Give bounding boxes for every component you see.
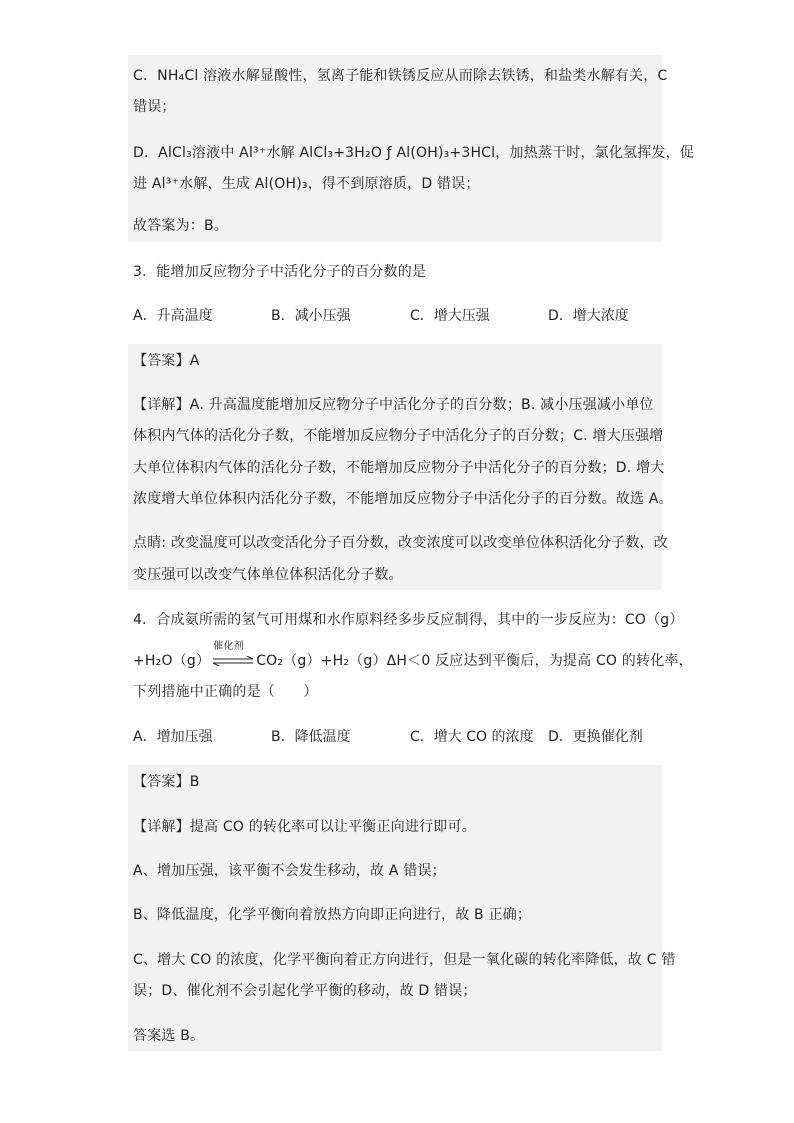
q3-option-a: A．升高温度	[133, 308, 213, 324]
q4-option-c: C．增大 CO 的浓度	[410, 729, 534, 745]
question-4-stem-line2	[133, 641, 693, 671]
catalyst-label: 催化剂	[213, 641, 244, 652]
equilibrium-arrow	[211, 641, 255, 668]
q3-tip-line1: 点睛: 改变温度可以改变活化分子百分数，改变浓度可以改变单位体积活化分子数，改	[133, 535, 668, 551]
reversible-arrow-icon	[211, 656, 255, 666]
q3-option-d: D．增大浓度	[548, 308, 629, 324]
q3-detail-line3: 大单位体积内气体的活化分子数，不能增加反应物分子中活化分子的百分数；D. 增大	[133, 460, 665, 476]
q4-explain-cd-line2: 误；D、催化剂不会引起化学平衡的移动，故 D 错误；	[133, 983, 477, 999]
q3-option-c: C．增大压强	[410, 308, 490, 324]
final-answer-text: 故答案为：B。	[133, 218, 229, 234]
question-4-stem-line1: 4．合成氨所需的氢气可用煤和水作原料经多步反应制得，其中的一步反应为：CO（g）	[133, 612, 684, 628]
q4-explain-cd-line1: C、增大 CO 的浓度，化学平衡向着正方向进行，但是一氧化碳的转化率降低，故 C 错	[133, 952, 676, 968]
q3-tip-line2: 变压强可以改变气体单位体积活化分子数。	[133, 567, 403, 583]
q3-answer: 【答案】A	[133, 353, 200, 369]
q4-answer: 【答案】B	[133, 774, 200, 790]
q3-detail-line1: 【详解】A. 升高温度能增加反应物分子中活化分子的百分数；B. 减小压强减小单位	[133, 397, 654, 413]
option-d-explanation-line2: 进 Al³⁺水解，生成 Al(OH)₃，得不到原溶质，D 错误；	[133, 176, 480, 192]
question-4-stem-line3: 下列措施中正确的是（ ）	[133, 684, 318, 700]
q4-final-answer: 答案选 B。	[133, 1028, 205, 1044]
option-c-explanation-line1: C．NH₄Cl 溶液水解显酸性，氢离子能和铁锈反应从而除去铁锈，和盐类水解有关，C	[133, 68, 668, 84]
option-c-explanation-line2: 错误；	[133, 99, 176, 115]
q4-detail: 【详解】提高 CO 的转化率可以让平衡正向进行即可。	[133, 819, 476, 835]
equation-products: CO₂（g）+H₂（g）ΔH＜0 反应达到平衡后，为提高 CO 的转化率，	[256, 653, 693, 669]
equation-reactants: +H₂O（g）	[133, 653, 211, 669]
q4-explain-a: A、增加压强，该平衡不会发生移动，故 A 错误；	[133, 863, 446, 879]
option-d-explanation-line1: D．AlCl₃溶液中 Al³⁺水解 AlCl₃+3H₂O ƒ Al(OH)₃+3HCl，加热蒸干时，氯化氢挥发，促	[133, 145, 695, 161]
q4-option-a: A．增加压强	[133, 729, 213, 745]
q3-detail-line4: 浓度增大单位体积内活化分子数，不能增加反应物分子中活化分子的百分数。故选 A。	[133, 491, 673, 507]
q4-explain-b: B、降低温度，化学平衡向着放热方向即正向进行，故 B 正确；	[133, 907, 532, 923]
question-3-stem: 3．能增加反应物分子中活化分子的百分数的是	[133, 264, 427, 280]
q4-option-d: D．更换催化剂	[548, 729, 643, 745]
q4-option-b: B．降低温度	[271, 729, 351, 745]
q3-detail-line2: 体积内气体的活化分子数，不能增加反应物分子中活化分子的百分数；C. 增大压强增	[133, 428, 664, 444]
q3-option-b: B．减小压强	[271, 308, 351, 324]
